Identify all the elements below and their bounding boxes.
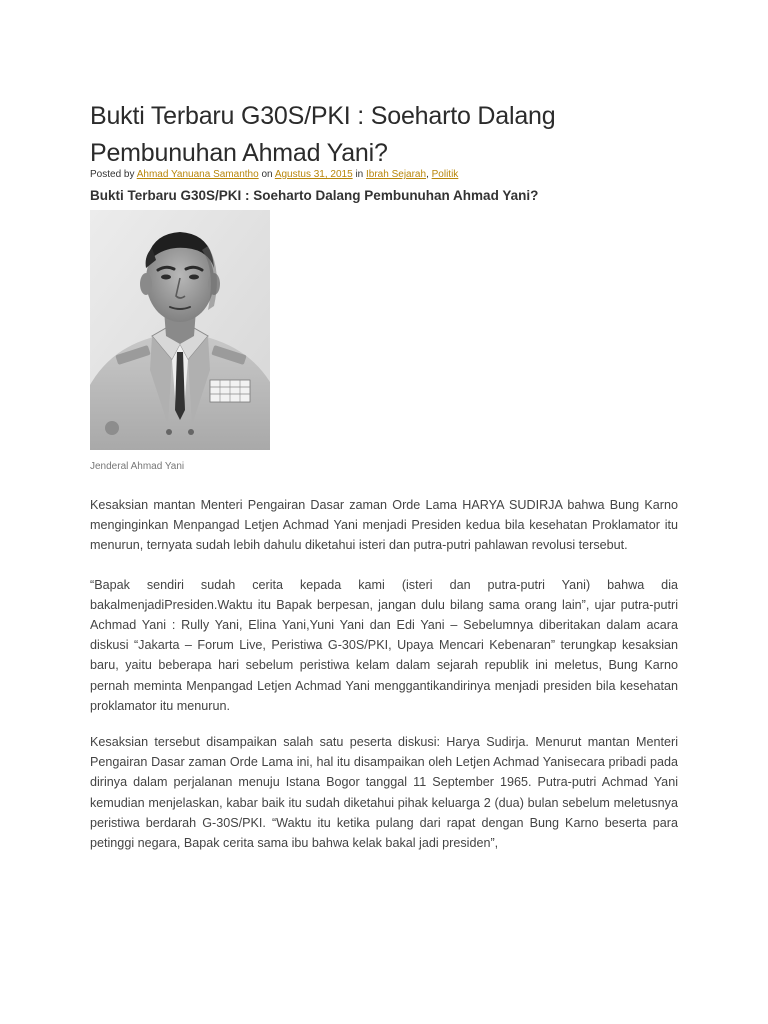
- date-link[interactable]: Agustus 31, 2015: [274, 169, 353, 180]
- article-paragraph: Kesaksian tersebut disampaikan salah satu peserta diskusi: Harya Sudirja. Menurut mantan Menteri Pengairan Dasar zaman Orde Lama ini, hal itu disampaikan oleh Letjen Achmad Yanisecara pribadi pada dirinya dalam perjalanan menuju Istana Bogor tanggal 11 September 1965. Putra-putri Achmad Yani kemudian menjelaskan, kabar baik itu sudah diketahui pihak keluarga 2 (dua) bulan sebelum meletusnya peristiwa berdarah G-30S/PKI. “Waktu itu ketika pulang dari rapat dengan Bung Karno beserta para petinggi negara, Bapak cerita sama ibu bahwa kelak bakal jadi presiden”,: [90, 735, 678, 851]
- post-meta: [90, 168, 678, 181]
- portrait-figure: [90, 210, 270, 473]
- blog-post: [90, 98, 678, 853]
- author-link[interactable]: Ahmad Yanuana Samantho: [136, 169, 259, 180]
- image-caption: Jenderal Ahmad Yani: [90, 461, 185, 472]
- article-paragraph: Kesaksian mantan Menteri Pengairan Dasar zaman Orde Lama HARYA SUDIRJA bahwa Bung Karno menginginkan Menpangad Letjen Achmad Yani menjadi Presiden kedua bila kesehatan Proklamator itu menurun, ternyata sudah lebih dahulu diketahui isteri dan putra-putri pahlawan revolusi tersebut.: [90, 498, 678, 553]
- category-link-ibrah-sejarah[interactable]: Ibrah Sejarah: [366, 169, 427, 180]
- on-label: on: [261, 169, 273, 180]
- category-separator: ,: [426, 169, 429, 180]
- category-link-politik[interactable]: Politik: [431, 169, 459, 180]
- article-paragraph: “Bapak sendiri sudah cerita kepada kami (isteri dan putra-putri Yani) bahwa dia bakalmenjadiPresiden.Waktu itu Bapak berpesan, jangan dulu bilang sama orang lain”, ujar putra-putri Achmad Yani : Rully Yani, Elina Yani,Yuni Yani dan Edi Yani – Sebelumnya diberitakan dalam acara diskusi “Jakarta – Forum Live, Peristiwa G-30S/PKI, Upaya Mencari Kebenaran” terungkap kesaksian baru, yaitu beberapa hari sebelum peristiwa kelam dalam sejarah republik ini meletus, Bung Karno pernah meminta Menpangad Letjen Achmad Yani menggantikandirinya menjadi presiden bila kesehatan proklamator itu menurun.: [90, 577, 678, 713]
- in-label: in: [355, 169, 364, 180]
- post-title: Bukti Terbaru G30S/PKI : Soeharto Dalang Pembunuhan Ahmad Yani?: [90, 102, 556, 167]
- post-subheading: Bukti Terbaru G30S/PKI : Soeharto Dalang Pembunuhan Ahmad Yani?: [90, 188, 539, 203]
- posted-by-label: Posted by: [90, 169, 135, 180]
- portrait-photo: [90, 210, 270, 450]
